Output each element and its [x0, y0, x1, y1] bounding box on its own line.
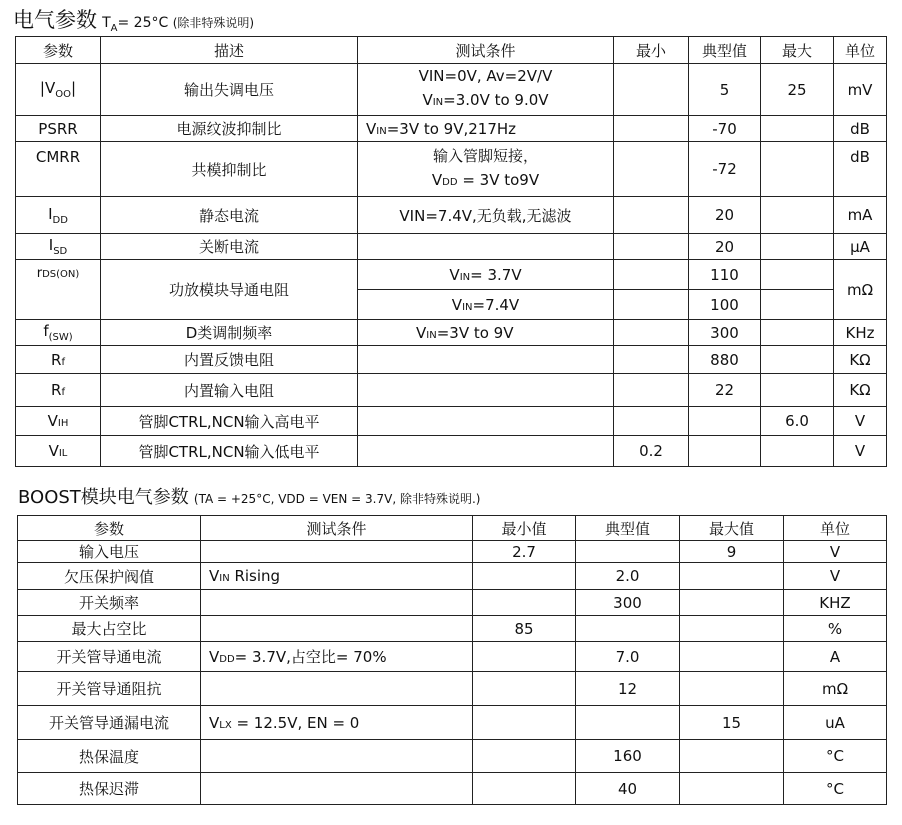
min-value — [473, 590, 576, 616]
test-condition: VIN=3V to 9V,217Hz — [358, 116, 614, 142]
table-row — [18, 590, 887, 616]
typ-value: 300 — [576, 590, 680, 616]
unit: mV — [834, 64, 887, 116]
max-value — [680, 773, 784, 805]
unit: V — [784, 563, 887, 590]
header-typ: 典型值 — [576, 516, 680, 541]
param-symbol: $|V_{OO}|$ — [16, 64, 101, 116]
typ-value: 20 — [689, 197, 761, 234]
table-row — [16, 374, 887, 407]
max-value: 15 — [680, 706, 784, 740]
table-row — [16, 142, 887, 197]
section2-title-line — [18, 483, 480, 509]
typ-value: 160 — [576, 740, 680, 773]
min-value — [614, 320, 689, 346]
typ-value — [576, 541, 680, 563]
param-desc: 管脚CTRL,NCN输入高电平 — [101, 407, 358, 436]
header-max: 最大 — [761, 37, 834, 64]
min-value — [614, 260, 689, 290]
table-row — [18, 740, 887, 773]
test-condition: VIN=7.4V,无负载,无滤波 — [358, 197, 614, 234]
param-name: 开关频率 — [18, 590, 201, 616]
test-condition: VIN= 3.7V — [358, 260, 614, 290]
test-condition — [358, 407, 614, 436]
typ-value: -72 — [689, 142, 761, 197]
max-value — [761, 290, 834, 320]
min-value — [614, 346, 689, 374]
typ-value: 22 — [689, 374, 761, 407]
min-value — [614, 374, 689, 407]
min-value — [473, 773, 576, 805]
param-name: 开关管导通阻抗 — [18, 672, 201, 706]
max-value: 6.0 — [761, 407, 834, 436]
table-row — [16, 407, 887, 436]
param-desc: D类调制频率 — [101, 320, 358, 346]
max-value — [761, 116, 834, 142]
unit: mΩ — [834, 260, 887, 320]
max-value: 25 — [761, 64, 834, 116]
table-row — [18, 773, 887, 805]
min-value — [473, 642, 576, 672]
max-value — [680, 590, 784, 616]
unit: mΩ — [784, 672, 887, 706]
param-desc: 关断电流 — [101, 234, 358, 260]
cond-line: VIN=0V, Av=2V/V — [418, 67, 553, 85]
typ-value: 20 — [689, 234, 761, 260]
param-symbol: PSRR — [16, 116, 101, 142]
min-value — [614, 234, 689, 260]
header-unit: 单位 — [784, 516, 887, 541]
max-value — [761, 346, 834, 374]
param-desc: 管脚CTRL,NCN输入低电平 — [101, 436, 358, 467]
test-condition — [358, 374, 614, 407]
typ-value: 40 — [576, 773, 680, 805]
table-row — [18, 563, 887, 590]
min-value — [614, 64, 689, 116]
typ-value: 5 — [689, 64, 761, 116]
unit: % — [784, 616, 887, 642]
param-name: 热保迟滞 — [18, 773, 201, 805]
param-name: 开关管导通漏电流 — [18, 706, 201, 740]
cond-prefix: T — [102, 15, 111, 31]
param-desc: 静态电流 — [101, 197, 358, 234]
cond-sub: A — [110, 22, 118, 34]
unit: dB — [834, 142, 887, 197]
unit: mA — [834, 197, 887, 234]
header-cond: 测试条件 — [358, 37, 614, 64]
min-value: 2.7 — [473, 541, 576, 563]
table-row — [18, 706, 887, 740]
cond-line: 输入管脚短接， — [432, 146, 538, 165]
table-row — [18, 616, 887, 642]
typ-value — [576, 616, 680, 642]
param-symbol: $I_{DD}$ — [16, 197, 101, 234]
header-min: 最小值 — [473, 516, 576, 541]
param-desc: 内置输入电阻 — [101, 374, 358, 407]
param-symbol: Rf — [16, 374, 101, 407]
min-value — [614, 290, 689, 320]
param-desc: 功放模块导通电阻 — [101, 260, 358, 320]
param-symbol: Rf — [16, 346, 101, 374]
max-value: 9 — [680, 541, 784, 563]
min-value — [473, 672, 576, 706]
cond-line: VDD = 3V to9V — [431, 170, 540, 189]
test-condition: VIN Rising — [201, 563, 473, 590]
header-param: 参数 — [18, 516, 201, 541]
boost-params-table — [17, 515, 887, 805]
unit: dB — [834, 116, 887, 142]
table-row — [16, 320, 887, 346]
table-row — [16, 116, 887, 142]
min-value — [473, 563, 576, 590]
max-value — [761, 436, 834, 467]
table-header-row — [16, 37, 887, 64]
test-condition — [201, 773, 473, 805]
unit: A — [784, 642, 887, 672]
unit: V — [834, 407, 887, 436]
test-condition — [358, 346, 614, 374]
min-value: 85 — [473, 616, 576, 642]
param-name: 最大占空比 — [18, 616, 201, 642]
section1-condition — [102, 15, 173, 34]
param-desc: 电源纹波抑制比 — [101, 116, 358, 142]
typ-value: -70 — [689, 116, 761, 142]
min-value — [614, 142, 689, 197]
min-value — [473, 740, 576, 773]
unit: V — [784, 541, 887, 563]
param-name: 欠压保护阀值 — [18, 563, 201, 590]
section1-title: 电气参数 — [13, 8, 97, 32]
unit: V — [834, 436, 887, 467]
param-symbol: VIL — [16, 436, 101, 467]
param-symbol: VIH — [16, 407, 101, 436]
test-condition — [201, 672, 473, 706]
table-row — [18, 541, 887, 563]
typ-value: 110 — [689, 260, 761, 290]
cond-suffix: = 25°C — [117, 15, 169, 31]
typ-value: 100 — [689, 290, 761, 320]
table-row — [16, 234, 887, 260]
section1-title-line — [13, 4, 254, 34]
table-row — [16, 346, 887, 374]
param-symbol: CMRR — [16, 142, 101, 197]
max-value — [761, 374, 834, 407]
param-name: 开关管导通电流 — [18, 642, 201, 672]
typ-value: 12 — [576, 672, 680, 706]
max-value — [680, 616, 784, 642]
param-symbol: $f_{(SW)}$ — [16, 320, 101, 346]
unit: KHz — [834, 320, 887, 346]
unit: °C — [784, 740, 887, 773]
header-unit: 单位 — [834, 37, 887, 64]
max-value — [680, 642, 784, 672]
unit: uA — [784, 706, 887, 740]
param-name: 输入电压 — [18, 541, 201, 563]
header-typ: 典型值 — [689, 37, 761, 64]
param-name: 热保温度 — [18, 740, 201, 773]
table-row — [16, 260, 887, 290]
section2-title: BOOST模块电气参数 — [18, 487, 189, 508]
table-row — [16, 436, 887, 467]
unit: KHZ — [784, 590, 887, 616]
unit: KΩ — [834, 374, 887, 407]
max-value — [761, 260, 834, 290]
param-desc: 内置反馈电阻 — [101, 346, 358, 374]
typ-value — [689, 436, 761, 467]
min-value — [614, 407, 689, 436]
test-condition — [201, 616, 473, 642]
typ-value — [689, 407, 761, 436]
param-desc: 共模抑制比 — [101, 142, 358, 197]
table-row — [18, 642, 887, 672]
table-row — [16, 197, 887, 234]
test-condition — [201, 590, 473, 616]
min-value — [473, 706, 576, 740]
unit: KΩ — [834, 346, 887, 374]
test-condition: VLX = 12.5V, EN = 0 — [201, 706, 473, 740]
param-symbol: $I_{SD}$ — [16, 234, 101, 260]
table-row — [16, 64, 887, 116]
typ-value: 300 — [689, 320, 761, 346]
unit: °C — [784, 773, 887, 805]
cond-line: VIN=3.0V to 9.0V — [422, 91, 549, 109]
max-value — [761, 142, 834, 197]
typ-value — [576, 706, 680, 740]
max-value — [761, 320, 834, 346]
header-param: 参数 — [16, 37, 101, 64]
max-value — [761, 197, 834, 234]
header-desc: 描述 — [101, 37, 358, 64]
min-value: 0.2 — [614, 436, 689, 467]
typ-value: 7.0 — [576, 642, 680, 672]
header-max: 最大值 — [680, 516, 784, 541]
table-row — [18, 672, 887, 706]
max-value — [680, 563, 784, 590]
test-condition: VIN=7.4V — [358, 290, 614, 320]
typ-value: 880 — [689, 346, 761, 374]
test-condition: VIN=3V to 9V — [358, 320, 614, 346]
test-condition — [358, 142, 614, 197]
test-condition: VDD= 3.7V,占空比= 70% — [201, 642, 473, 672]
min-value — [614, 197, 689, 234]
test-condition — [358, 64, 614, 116]
electrical-params-table — [15, 36, 887, 467]
typ-value: 2.0 — [576, 563, 680, 590]
param-symbol: rDS(ON) — [16, 260, 101, 320]
header-min: 最小 — [614, 37, 689, 64]
test-condition — [201, 541, 473, 563]
max-value — [680, 740, 784, 773]
table-header-row — [18, 516, 887, 541]
test-condition — [358, 234, 614, 260]
max-value — [680, 672, 784, 706]
param-desc: 输出失调电压 — [101, 64, 358, 116]
min-value — [614, 116, 689, 142]
section2-note: (TA = +25°C, VDD = VEN = 3.7V, 除非特殊说明.) — [193, 492, 481, 506]
header-cond: 测试条件 — [201, 516, 473, 541]
unit: μA — [834, 234, 887, 260]
test-condition — [201, 740, 473, 773]
test-condition — [358, 436, 614, 467]
max-value — [761, 234, 834, 260]
section1-note: (除非特殊说明) — [172, 16, 255, 30]
